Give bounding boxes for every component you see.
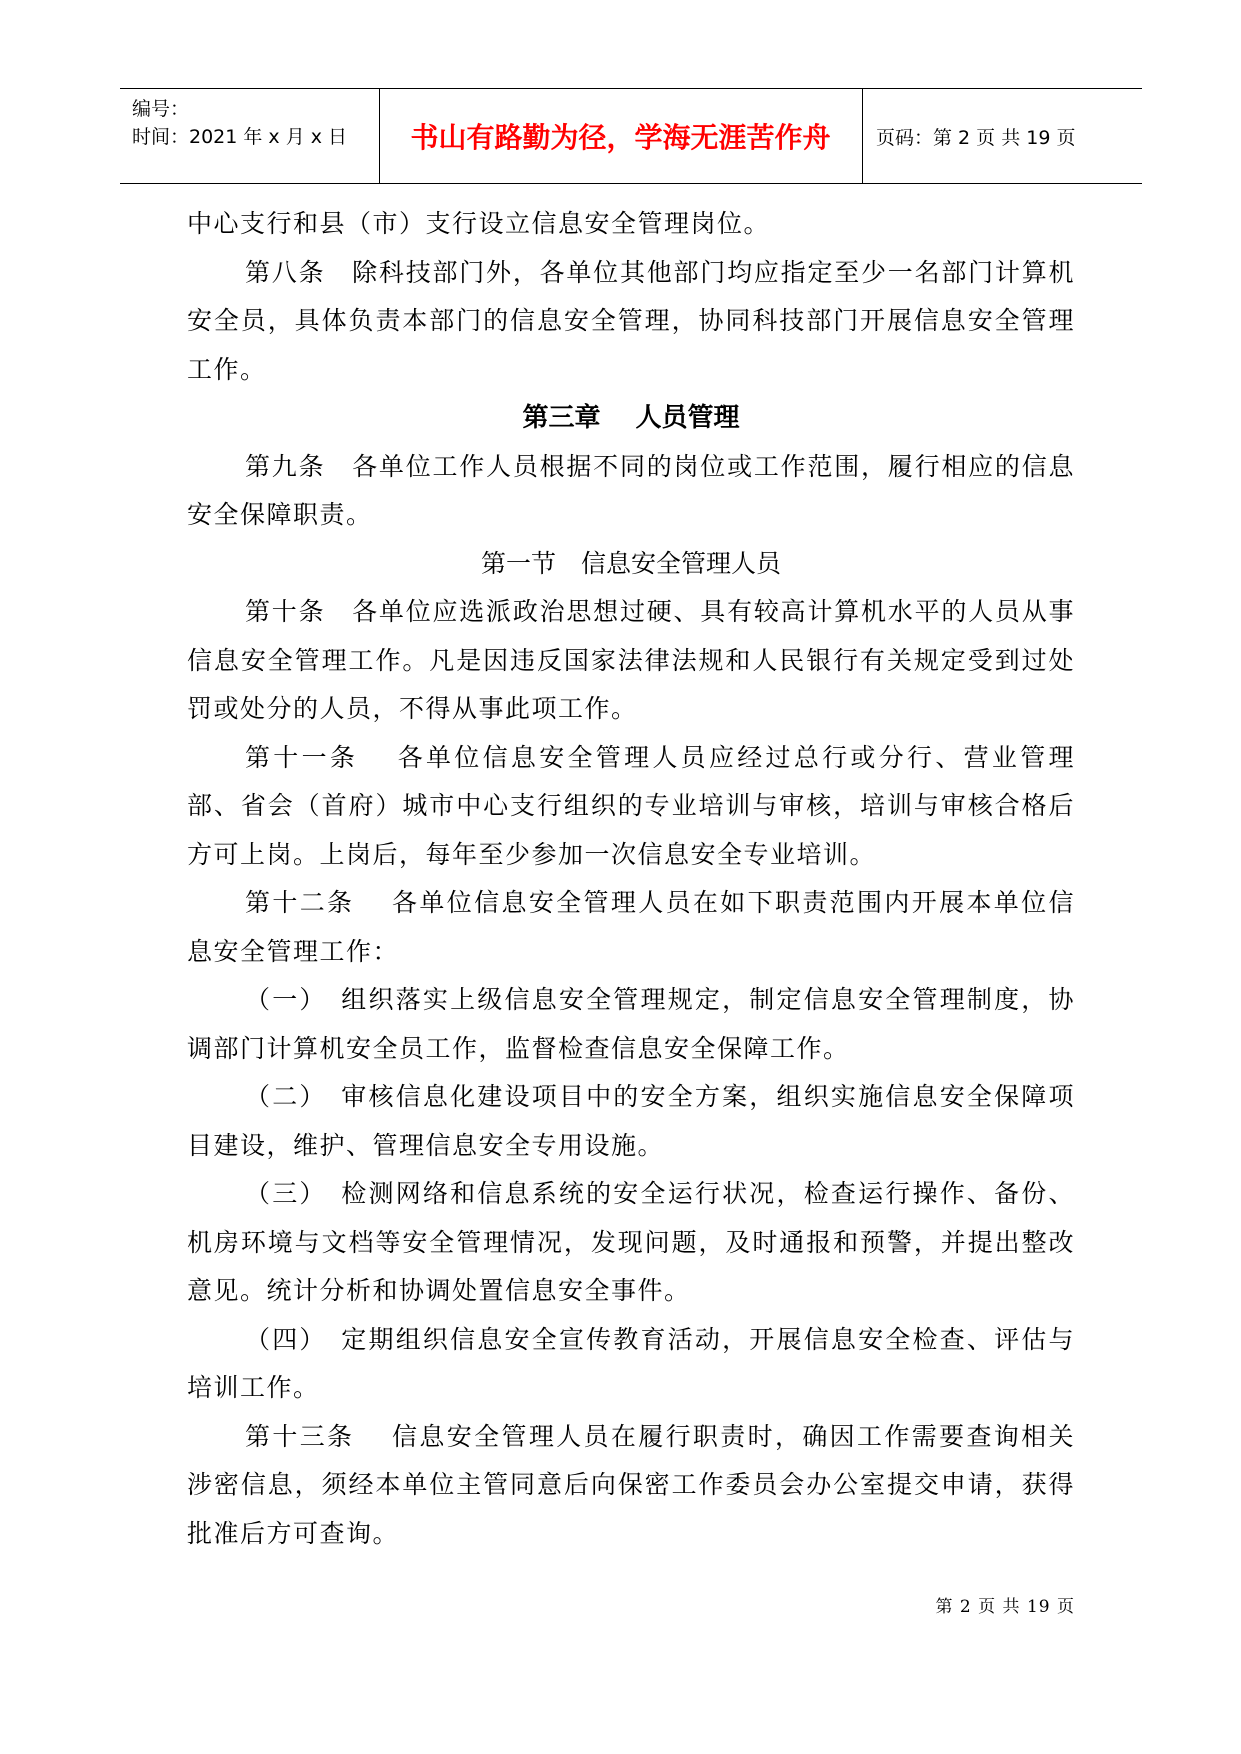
document-number-label: 编号： <box>132 98 190 120</box>
page-footer: 第 2 页 共 19 页 <box>935 1597 1075 1617</box>
header-page-label: 页码：第 2 页 共 19 页 <box>876 126 1076 149</box>
list-item-3: （三） 检测网络和信息系统的安全运行状况，检查运行操作、备份、机房环境与文档等安全管理情况，发现问题，及时通报和预警，并提出整改意见。统计分析和协调处置信息安全事件。 <box>187 1179 1075 1305</box>
article-8: 第八条 除科技部门外，各单位其他部门均应指定至少一名部门计算机安全员，具体负责本部门的信息安全管理，协同科技部门开展信息安全管理工作。 <box>187 257 1075 384</box>
paragraph: 中心支行和县（市）支行设立信息安全管理岗位。 <box>187 209 771 238</box>
section-heading: 第一节 信息安全管理人员 <box>480 548 781 578</box>
list-item-4: （四） 定期组织信息安全宣传教育活动，开展信息安全检查、评估与培训工作。 <box>187 1324 1075 1402</box>
article-11: 第十一条 各单位信息安全管理人员应经过总行或分行、营业管理部、省会（首府）城市中心支行组织的专业培训与审核，培训与审核合格后方可上岗。上岗后，每年至少参加一次信息安全专业培训。 <box>187 742 1075 869</box>
document-body <box>187 200 1075 1558</box>
document-time-label: 时间：2021 年 x 月 x 日 <box>132 126 348 148</box>
chapter-heading: 第三章 人员管理 <box>522 403 740 433</box>
header-meta <box>132 95 347 151</box>
article-12: 第十二条 各单位信息安全管理人员在如下职责范围内开展本单位信息安全管理工作： <box>187 888 1075 966</box>
list-item-2: （二） 审核信息化建设项目中的安全方案，组织实施信息安全保障项目建设，维护、管理信息安全专用设施。 <box>187 1082 1075 1160</box>
header-motto: 书山有路勤为径，学海无涯苦作舟 <box>410 121 831 154</box>
article-13: 第十三条 信息安全管理人员在履行职责时，确因工作需要查询相关涉密信息，须经本单位主管同意后向保密工作委员会办公室提交申请，获得批准后方可查询。 <box>187 1421 1075 1548</box>
header-divider <box>862 89 863 183</box>
article-10: 第十条 各单位应选派政治思想过硬、具有较高计算机水平的人员从事信息安全管理工作。凡是因违反国家法律法规和人民银行有关规定受到过处罚或处分的人员，不得从事此项工作。 <box>187 597 1075 723</box>
document-header <box>120 88 1142 184</box>
article-9: 第九条 各单位工作人员根据不同的岗位或工作范围，履行相应的信息安全保障职责。 <box>187 451 1075 529</box>
list-item-1: （一） 组织落实上级信息安全管理规定，制定信息安全管理制度，协调部门计算机安全员工作，监督检查信息安全保障工作。 <box>187 985 1075 1063</box>
